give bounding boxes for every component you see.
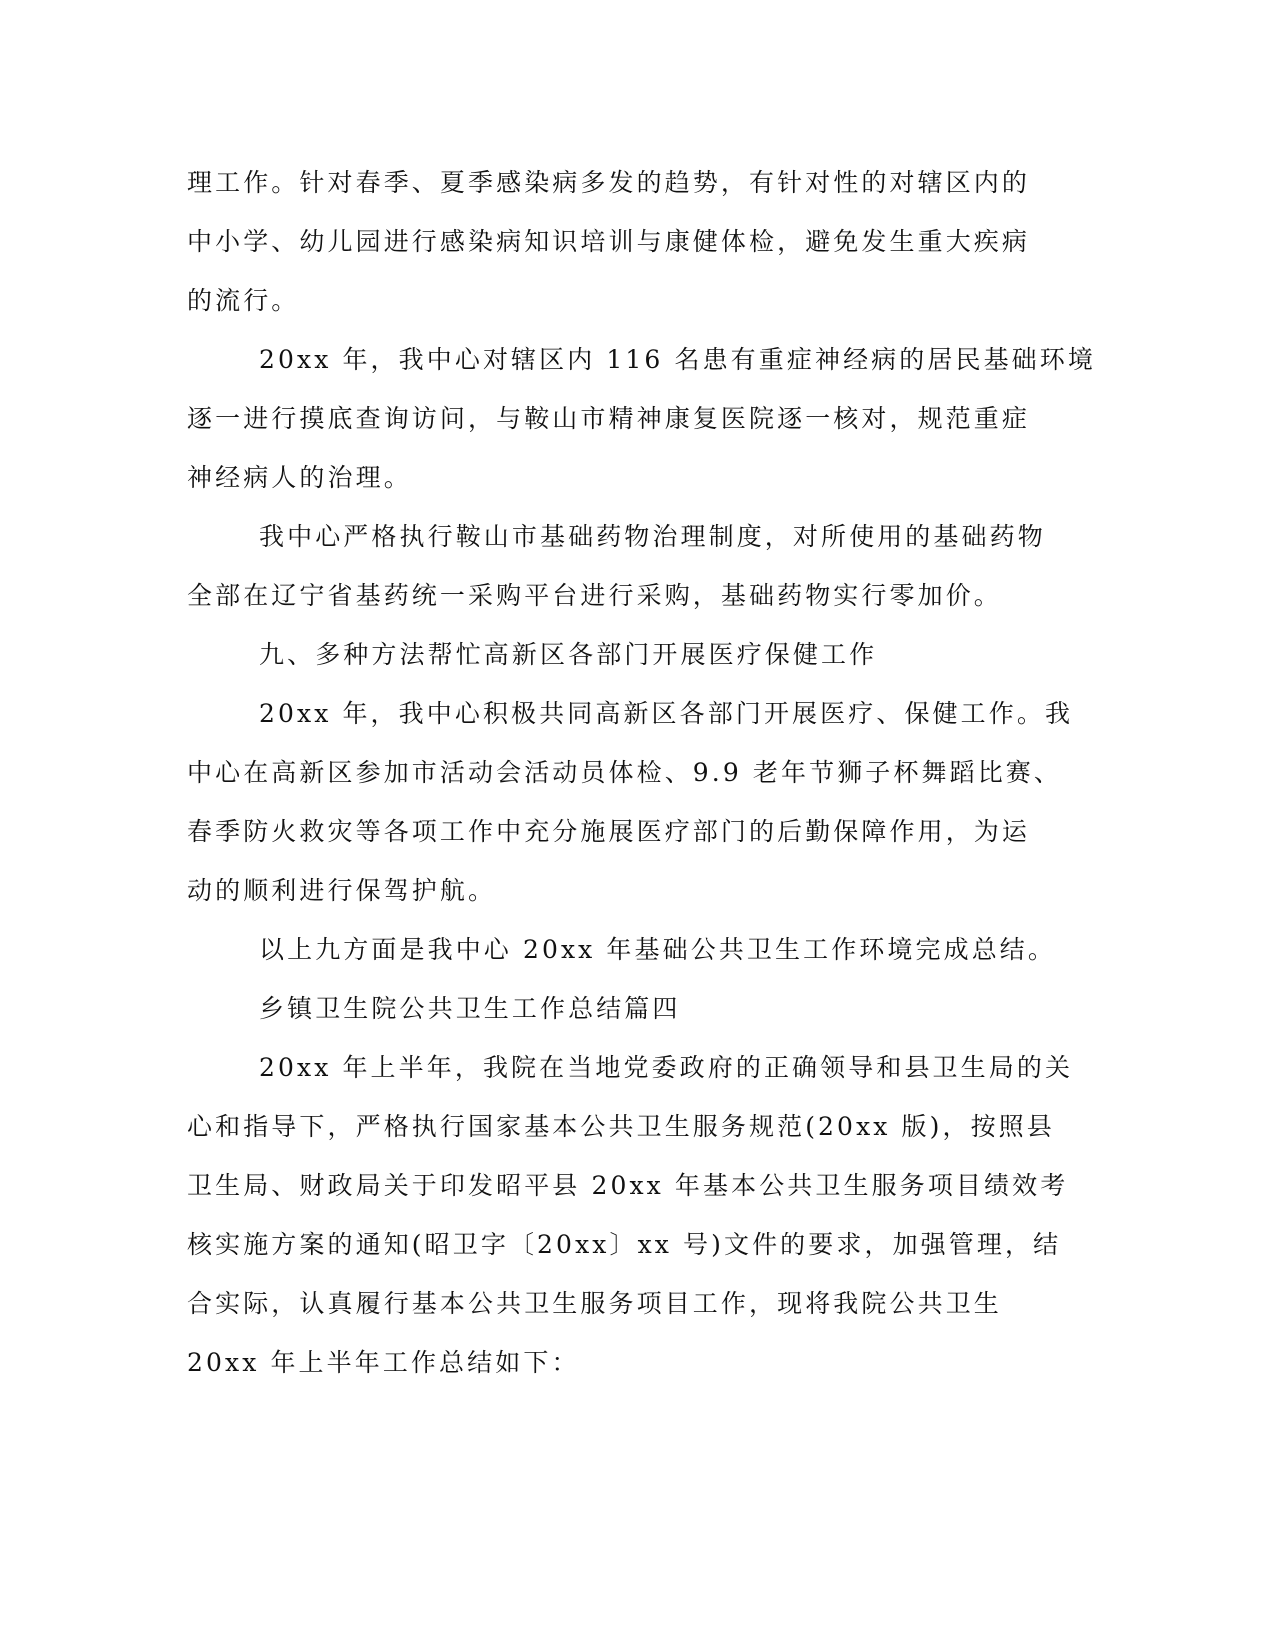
text-line-4: 20xx 年，我中心对辖区内 116 名患有重症神经病的居民基础环境 [259,345,1096,374]
text-line-12: 春季防火救灾等各项工作中充分施展医疗部门的后勤保障作用，为运 [187,817,1031,846]
text-line-5: 逐一进行摸底查询访问，与鞍山市精神康复医院逐一核对，规范重症 [187,404,1031,433]
text-line-17: 心和指导下，严格执行国家基本公共卫生服务规范(20xx 版)，按照县 [187,1112,1055,1141]
text-line-20: 合实际，认真履行基本公共卫生服务项目工作，现将我院公共卫生 [187,1289,1002,1318]
text-line-1: 理工作。针对春季、夏季感染病多发的趋势，有针对性的对辖区内的 [187,168,1031,197]
text-line-3: 的流行。 [187,286,300,315]
section-heading-9: 九、多种方法帮忙高新区各部门开展医疗保健工作 [259,640,878,669]
text-line-19: 核实施方案的通知(昭卫字〔20xx〕xx 号)文件的要求，加强管理，结 [187,1230,1062,1259]
text-line-11: 中心在高新区参加市活动会活动员体检、9.9 老年节狮子杯舞蹈比赛、 [187,758,1063,787]
text-line-10: 20xx 年，我中心积极共同高新区各部门开展医疗、保健工作。我 [259,699,1074,728]
article-heading: 乡镇卫生院公共卫生工作总结篇四 [259,994,681,1023]
text-line-8: 全部在辽宁省基药统一采购平台进行采购，基础药物实行零加价。 [187,581,1002,610]
text-line-6: 神经病人的治理。 [187,463,412,492]
text-line-7: 我中心严格执行鞍山市基础药物治理制度，对所使用的基础药物 [259,522,1046,551]
text-line-2: 中小学、幼儿园进行感染病知识培训与康健体检，避免发生重大疾病 [187,227,1031,256]
text-line-13: 动的顺利进行保驾护航。 [187,876,497,905]
text-line-21: 20xx 年上半年工作总结如下： [187,1348,580,1377]
text-line-16: 20xx 年上半年，我院在当地党委政府的正确领导和县卫生局的关 [259,1053,1074,1082]
text-line-14: 以上九方面是我中心 20xx 年基础公共卫生工作环境完成总结。 [259,935,1057,964]
text-line-18: 卫生局、财政局关于印发昭平县 20xx 年基本公共卫生服务项目绩效考 [187,1171,1069,1200]
